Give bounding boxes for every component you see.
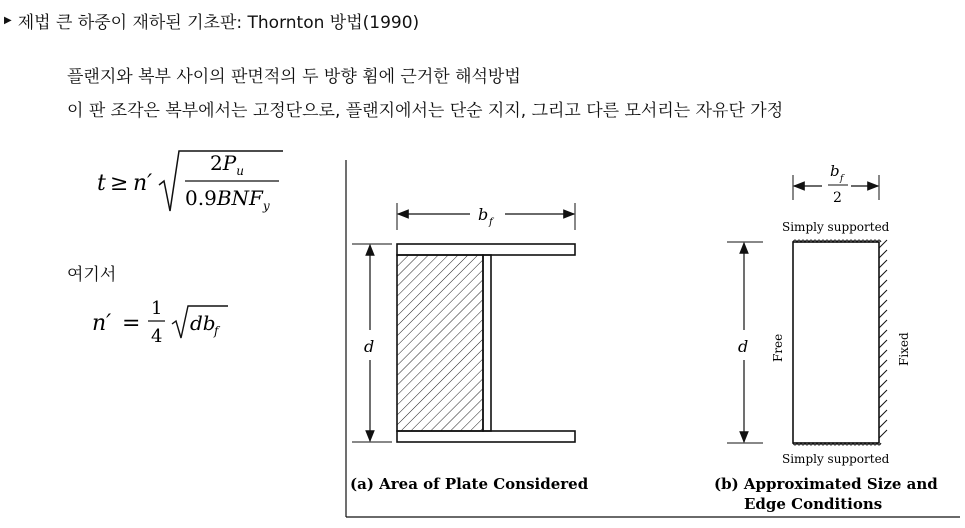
page-heading xyxy=(4,8,419,33)
wide-flange-section xyxy=(397,244,575,442)
hatched-plate-area xyxy=(397,255,483,431)
caption-b-line1: (b) Approximated Size and xyxy=(714,475,938,493)
left-edge-label: Free xyxy=(771,333,785,362)
thickness-equation xyxy=(97,145,297,225)
approx-plate xyxy=(793,242,879,443)
svg-text:f: f xyxy=(214,324,219,338)
heading-text: 제법 큰 하중이 재하된 기초판: Thornton 방법(1990) xyxy=(17,13,420,33)
a-width-label: b xyxy=(478,205,489,224)
bottom-support-marks xyxy=(793,443,881,445)
top-support-marks xyxy=(793,240,881,242)
bottom-edge-label: Simply supported xyxy=(782,452,890,466)
svg-text:≥: ≥ xyxy=(110,171,129,196)
description-line-1: 플랜지와 복부 사이의 판면적의 두 방향 휨에 근거한 해석방법 xyxy=(67,67,521,87)
right-edge-label: Fixed xyxy=(897,332,911,366)
svg-text:n′: n′ xyxy=(133,171,153,196)
where-label: 여기서 xyxy=(67,265,117,285)
caption-b-line2: Edge Conditions xyxy=(744,495,883,513)
description-line-2: 이 판 조각은 복부에서는 고정단으로, 플랜지에서는 단순 지지, 그리고 다른 모서리는 자유단 가정 xyxy=(67,101,784,121)
a-depth-label: d xyxy=(364,337,375,356)
svg-text:t: t xyxy=(97,171,106,196)
svg-text:2Pu: $2P_u$ xyxy=(210,151,244,178)
bullet-triangle-icon: ▶ xyxy=(4,15,12,26)
svg-text:4: 4 xyxy=(151,326,163,347)
n-prime-equation xyxy=(92,294,252,354)
svg-text:=: = xyxy=(122,311,141,336)
b-width-den: 2 xyxy=(833,190,842,206)
b-width-sub: f xyxy=(840,174,844,184)
svg-text:1: 1 xyxy=(151,298,163,319)
caption-a: (a) Area of Plate Considered xyxy=(350,475,589,493)
fixed-edge-hatch xyxy=(879,240,887,438)
svg-text:0.9BNFy: $0.9BNF_y$ xyxy=(185,186,270,213)
b-depth-label: d xyxy=(738,337,749,356)
top-edge-label: Simply supported xyxy=(782,220,890,234)
svg-text:db: db xyxy=(190,311,216,335)
a-width-sub: f xyxy=(489,217,493,228)
svg-text:n′: n′ xyxy=(92,311,112,336)
b-width-num: b xyxy=(830,162,840,180)
